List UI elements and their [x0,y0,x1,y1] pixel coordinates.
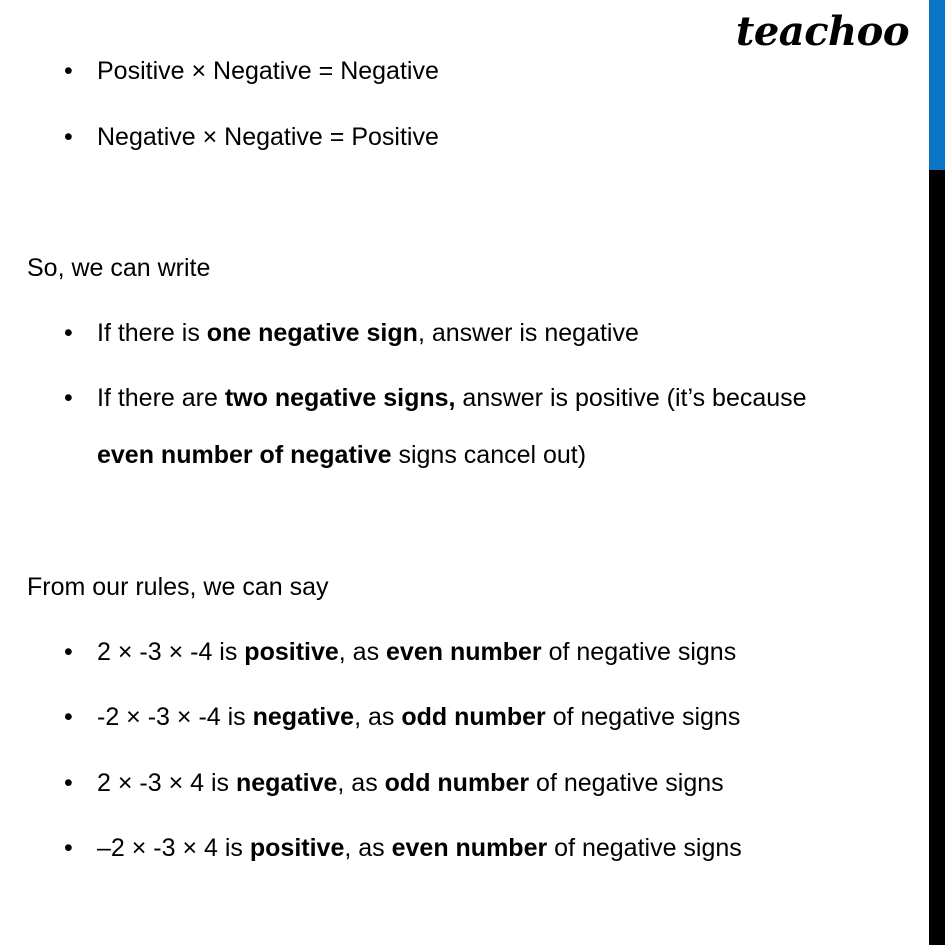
bullet-glyph-icon: • [64,638,73,666]
list-item [64,56,439,86]
list-item [64,637,736,667]
section-two-heading: From our rules, we can say [27,573,329,601]
list-item-label: 2 × -3 × 4 is negative, as odd number of negative signs [97,769,724,797]
edge-accent-bars [929,0,945,945]
list-item [64,318,639,348]
list-item [64,833,742,863]
bullet-glyph-icon: • [64,703,73,731]
list-item [64,122,439,152]
list-item-label: -2 × -3 × -4 is negative, as odd number of negative signs [97,703,741,731]
bullet-glyph-icon: • [64,57,73,85]
section-one-heading: So, we can write [27,254,211,282]
list-item-label: –2 × -3 × 4 is positive, as even number of negative signs [97,834,742,862]
list-item [64,702,740,732]
list-item-label: If there are two negative signs, answer is positive (it’s because even number of negative signs cancel out) [97,384,807,469]
list-item [64,370,809,484]
accent-bar-blue [929,0,945,170]
bullet-glyph-icon: • [64,123,73,151]
list-item-label: Negative × Negative = Positive [97,123,439,151]
bullet-glyph-icon: • [64,319,73,347]
accent-bar-black [929,170,945,945]
list-item-label: 2 × -3 × -4 is positive, as even number of negative signs [97,638,737,666]
bullet-glyph-icon: • [64,384,73,412]
list-item [64,768,724,798]
list-item-label: If there is one negative sign, answer is negative [97,319,639,347]
teachoo-logo: teachoo [735,8,909,55]
bullet-glyph-icon: • [64,834,73,862]
list-item-label: Positive × Negative = Negative [97,57,439,85]
bullet-glyph-icon: • [64,769,73,797]
